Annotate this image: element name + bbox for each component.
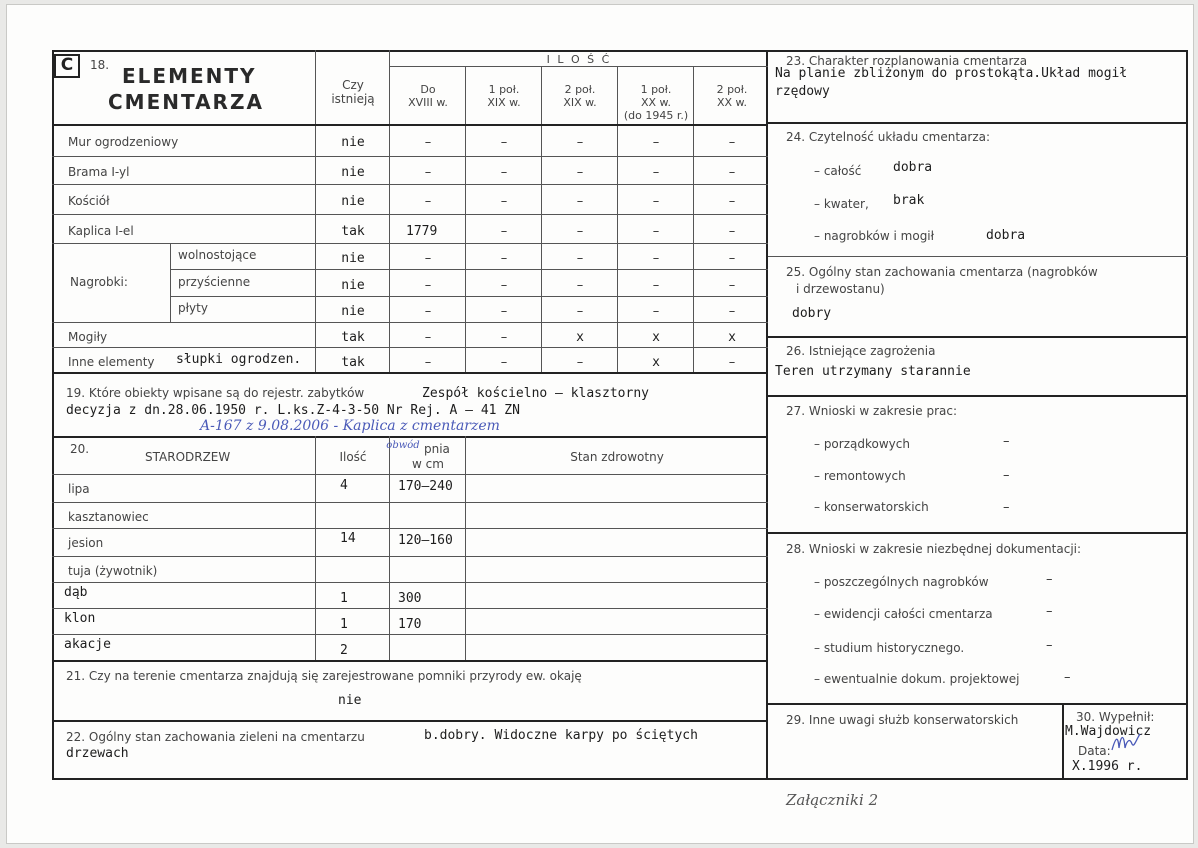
element-period-value: – — [652, 304, 660, 319]
trees-title: STARODRZEW — [145, 450, 231, 464]
tree-girth: 170 — [398, 617, 422, 632]
q23-value2: rzędowy — [775, 84, 830, 99]
element-exists: nie — [341, 135, 365, 150]
tree-count: 4 — [340, 478, 348, 493]
section-number: 18. — [90, 58, 110, 72]
q21-value: nie — [338, 693, 362, 708]
element-period-value: – — [424, 194, 432, 209]
period-2-l2: XIX w. — [487, 96, 521, 109]
tree-count: 14 — [340, 531, 356, 546]
q24-item-2-label: – kwater, — [814, 197, 869, 211]
element-period-value: – — [728, 277, 736, 293]
tree-count: 1 — [340, 617, 348, 632]
element-period-value: – — [500, 354, 508, 370]
period-4-l1: 1 poł. — [640, 83, 672, 96]
attachments-note: Załączniki 2 — [786, 791, 879, 809]
q29-label: 29. Inne uwagi służb konserwatorskich — [786, 713, 1019, 727]
element-period-value: – — [576, 135, 584, 150]
signature-mark — [1110, 730, 1142, 756]
element-period-value: – — [424, 251, 432, 266]
element-period-value: – — [576, 165, 584, 180]
tree-girth: 170–240 — [398, 479, 453, 494]
element-sublabel: wolnostojące — [178, 248, 257, 262]
period-3-l1: 2 poł. — [564, 83, 596, 96]
period-5-l2: XX w. — [716, 96, 748, 109]
q27-item-3-label: – konserwatorskich — [814, 500, 929, 514]
element-period-value: – — [728, 304, 736, 319]
element-exists: nie — [341, 277, 365, 293]
period-4-l3: (do 1945 r.) — [623, 109, 689, 122]
tree-name: akacje — [64, 637, 111, 652]
element-period-value: – — [500, 223, 508, 239]
q27-item-2-value: – — [1003, 468, 1010, 483]
element-period-value: – — [576, 194, 584, 209]
element-sublabel: przyścienne — [178, 274, 251, 289]
q28-item-3-label: – studium historycznego. — [814, 641, 965, 655]
q19-value2: decyzja z dn.28.06.1950 r. L.ks.Z-4-3-50 Nr Rej. A – 41 ZN — [66, 403, 520, 418]
q23-label: 23. Charakter rozplanowania cmentarza — [786, 54, 1028, 68]
trees-col-girth-hand: obwód — [386, 440, 420, 451]
element-label: Inne elementy — [68, 354, 155, 369]
element-exists: nie — [341, 251, 365, 266]
element-period-value: – — [500, 251, 508, 266]
q22-label: 22. Ogólny stan zachowania zieleni na cmentarzu — [66, 730, 365, 744]
col-exists-l2: istnieją — [331, 92, 375, 106]
element-period-value: – — [576, 277, 584, 293]
trees-col-girth-l1: pnia — [424, 442, 450, 456]
element-period-value: – — [500, 277, 508, 293]
element-period-value: – — [728, 165, 736, 180]
q19-value: Zespół kościelno – klasztorny — [422, 386, 649, 401]
trees-col-count: Ilość — [339, 450, 367, 464]
tree-name: lipa — [68, 482, 90, 496]
element-exists: nie — [341, 194, 365, 209]
ilosc-label: I L O Ś Ć — [546, 53, 612, 66]
element-period-value: 1779 — [406, 223, 438, 239]
element-exists: nie — [341, 304, 365, 319]
q28-label: 28. Wnioski w zakresie niezbędnej dokumentacji: — [786, 542, 1082, 556]
q26-label: 26. Istniejące zagrożenia — [786, 344, 936, 358]
q27-item-1-label: – porządkowych — [814, 437, 910, 451]
section-title-1: ELEMENTY — [122, 64, 257, 88]
element-period-value: – — [424, 165, 432, 180]
element-label: Kaplica I-el — [68, 223, 134, 238]
period-5-l1: 2 poł. — [716, 83, 748, 96]
q30-date-label: Data: — [1078, 744, 1111, 758]
q28-item-1-label: – poszczególnych nagrobków — [814, 575, 989, 589]
tree-name: klon — [64, 611, 96, 626]
element-period-value: – — [576, 251, 584, 266]
element-period-value: x — [652, 354, 660, 370]
q19-label: 19. Które obiekty wpisane są do rejestr. zabytków — [66, 386, 365, 400]
element-period-value: – — [728, 251, 736, 266]
q28-item-3-value: – — [1046, 638, 1053, 653]
tree-name: kasztanowiec — [68, 510, 149, 524]
element-period-value: – — [728, 354, 736, 370]
q28-item-2-value: – — [1046, 604, 1053, 619]
element-period-value: – — [424, 354, 432, 370]
col-exists-l1: Czy — [342, 78, 364, 92]
q26-value: Teren utrzymany starannie — [775, 364, 971, 379]
element-exists: tak — [341, 354, 365, 370]
element-label: Brama I-yl — [68, 165, 130, 179]
trees-col-health: Stan zdrowotny — [570, 450, 664, 464]
q22-value: b.dobry. Widoczne karpy po ściętych — [424, 728, 698, 743]
element-period-value: – — [500, 165, 508, 180]
q30-label: 30. Wypełnił: — [1076, 710, 1155, 724]
period-4-l2: XX w. — [640, 96, 672, 109]
period-1-l1: Do — [420, 83, 436, 96]
q27-item-3-value: – — [1003, 500, 1010, 515]
element-exists: tak — [341, 329, 365, 345]
q28-item-4-label: – ewentualnie dokum. projektowej — [814, 672, 1020, 686]
q25-label2: i drzewostanu) — [796, 282, 885, 296]
element-label: Mogiły — [68, 329, 108, 344]
element-period-value: – — [424, 277, 432, 293]
element-period-value: x — [576, 329, 584, 345]
nagrobki-label: Nagrobki: — [70, 275, 128, 289]
q19-handwritten: A-167 z 9.08.2006 - Kaplica z cmentarzem — [200, 418, 500, 434]
q27-item-1-value: – — [1003, 434, 1010, 449]
q28-item-4-value: – — [1064, 670, 1071, 685]
q24-item-1-value: dobra — [893, 160, 933, 175]
trees-col-girth-l2: w cm — [412, 457, 444, 471]
element-period-value: – — [576, 304, 584, 319]
q22-value2: drzewach — [66, 746, 129, 761]
element-period-value: – — [728, 194, 736, 209]
period-1-l2: XVIII w. — [408, 96, 448, 109]
element-period-value: – — [500, 135, 508, 150]
element-period-value: – — [652, 194, 660, 209]
element-period-value: – — [652, 135, 660, 150]
element-period-value: – — [424, 304, 432, 319]
element-period-value: x — [652, 329, 660, 345]
tree-girth: 300 — [398, 591, 422, 606]
tree-name: dąb — [64, 585, 88, 600]
element-period-value: – — [652, 277, 660, 293]
q23-value: Na planie zbliżonym do prostokąta.Układ mogił — [775, 66, 1128, 81]
q24-item-2-value: brak — [893, 193, 925, 208]
q24-label: 24. Czytelność układu cmentarza: — [786, 130, 991, 144]
element-period-value: – — [576, 223, 584, 239]
tree-girth: 120–160 — [398, 533, 453, 548]
q27-item-2-label: – remontowych — [814, 469, 906, 483]
element-period-value: – — [652, 251, 660, 266]
q25-value: dobry — [792, 306, 832, 321]
q24-item-3-label: – nagrobków i mogił — [814, 229, 935, 243]
q25-label: 25. Ogólny stan zachowania cmentarza (nagrobków — [786, 265, 1098, 279]
element-period-value: – — [500, 194, 508, 209]
element-period-value: – — [424, 329, 432, 345]
q21-label: 21. Czy na terenie cmentarza znajdują się zarejestrowane pomniki przyrody ew. okaję — [66, 669, 582, 683]
tree-name: tuja (żywotnik) — [68, 564, 158, 578]
element-period-value: – — [728, 135, 736, 150]
tree-name: jesion — [68, 536, 104, 550]
element-exists: nie — [341, 165, 365, 180]
element-period-value: x — [728, 329, 736, 345]
element-sublabel: płyty — [178, 301, 208, 315]
element-period-value: – — [424, 135, 432, 150]
element-period-value: – — [652, 165, 660, 180]
trees-num: 20. — [70, 442, 90, 456]
q28-item-2-label: – ewidencji całości cmentarza — [814, 607, 993, 621]
q24-item-3-value: dobra — [986, 228, 1026, 243]
q30-name: M.Wajdowicz — [1065, 724, 1152, 739]
tree-count: 2 — [340, 643, 348, 658]
element-period-value: – — [652, 223, 660, 239]
q27-label: 27. Wnioski w zakresie prac: — [786, 404, 958, 418]
element-sublabel: słupki ogrodzen. — [176, 351, 302, 367]
period-2-l1: 1 poł. — [488, 83, 520, 96]
section-letter: C — [60, 55, 74, 75]
element-period-value: – — [500, 304, 508, 319]
element-label: Kościół — [68, 194, 110, 208]
period-3-l2: XIX w. — [563, 96, 597, 109]
element-period-value: – — [500, 329, 508, 345]
q28-item-1-value: – — [1046, 572, 1053, 587]
tree-count: 1 — [340, 591, 348, 606]
q24-item-1-label: – całość — [814, 164, 862, 178]
q30-date: X.1996 r. — [1072, 759, 1143, 774]
element-period-value: – — [576, 354, 584, 370]
element-exists: tak — [341, 223, 365, 239]
element-label: Mur ogrodzeniowy — [68, 135, 179, 149]
section-title-2: CMENTARZA — [108, 90, 264, 114]
element-period-value: – — [728, 223, 736, 239]
